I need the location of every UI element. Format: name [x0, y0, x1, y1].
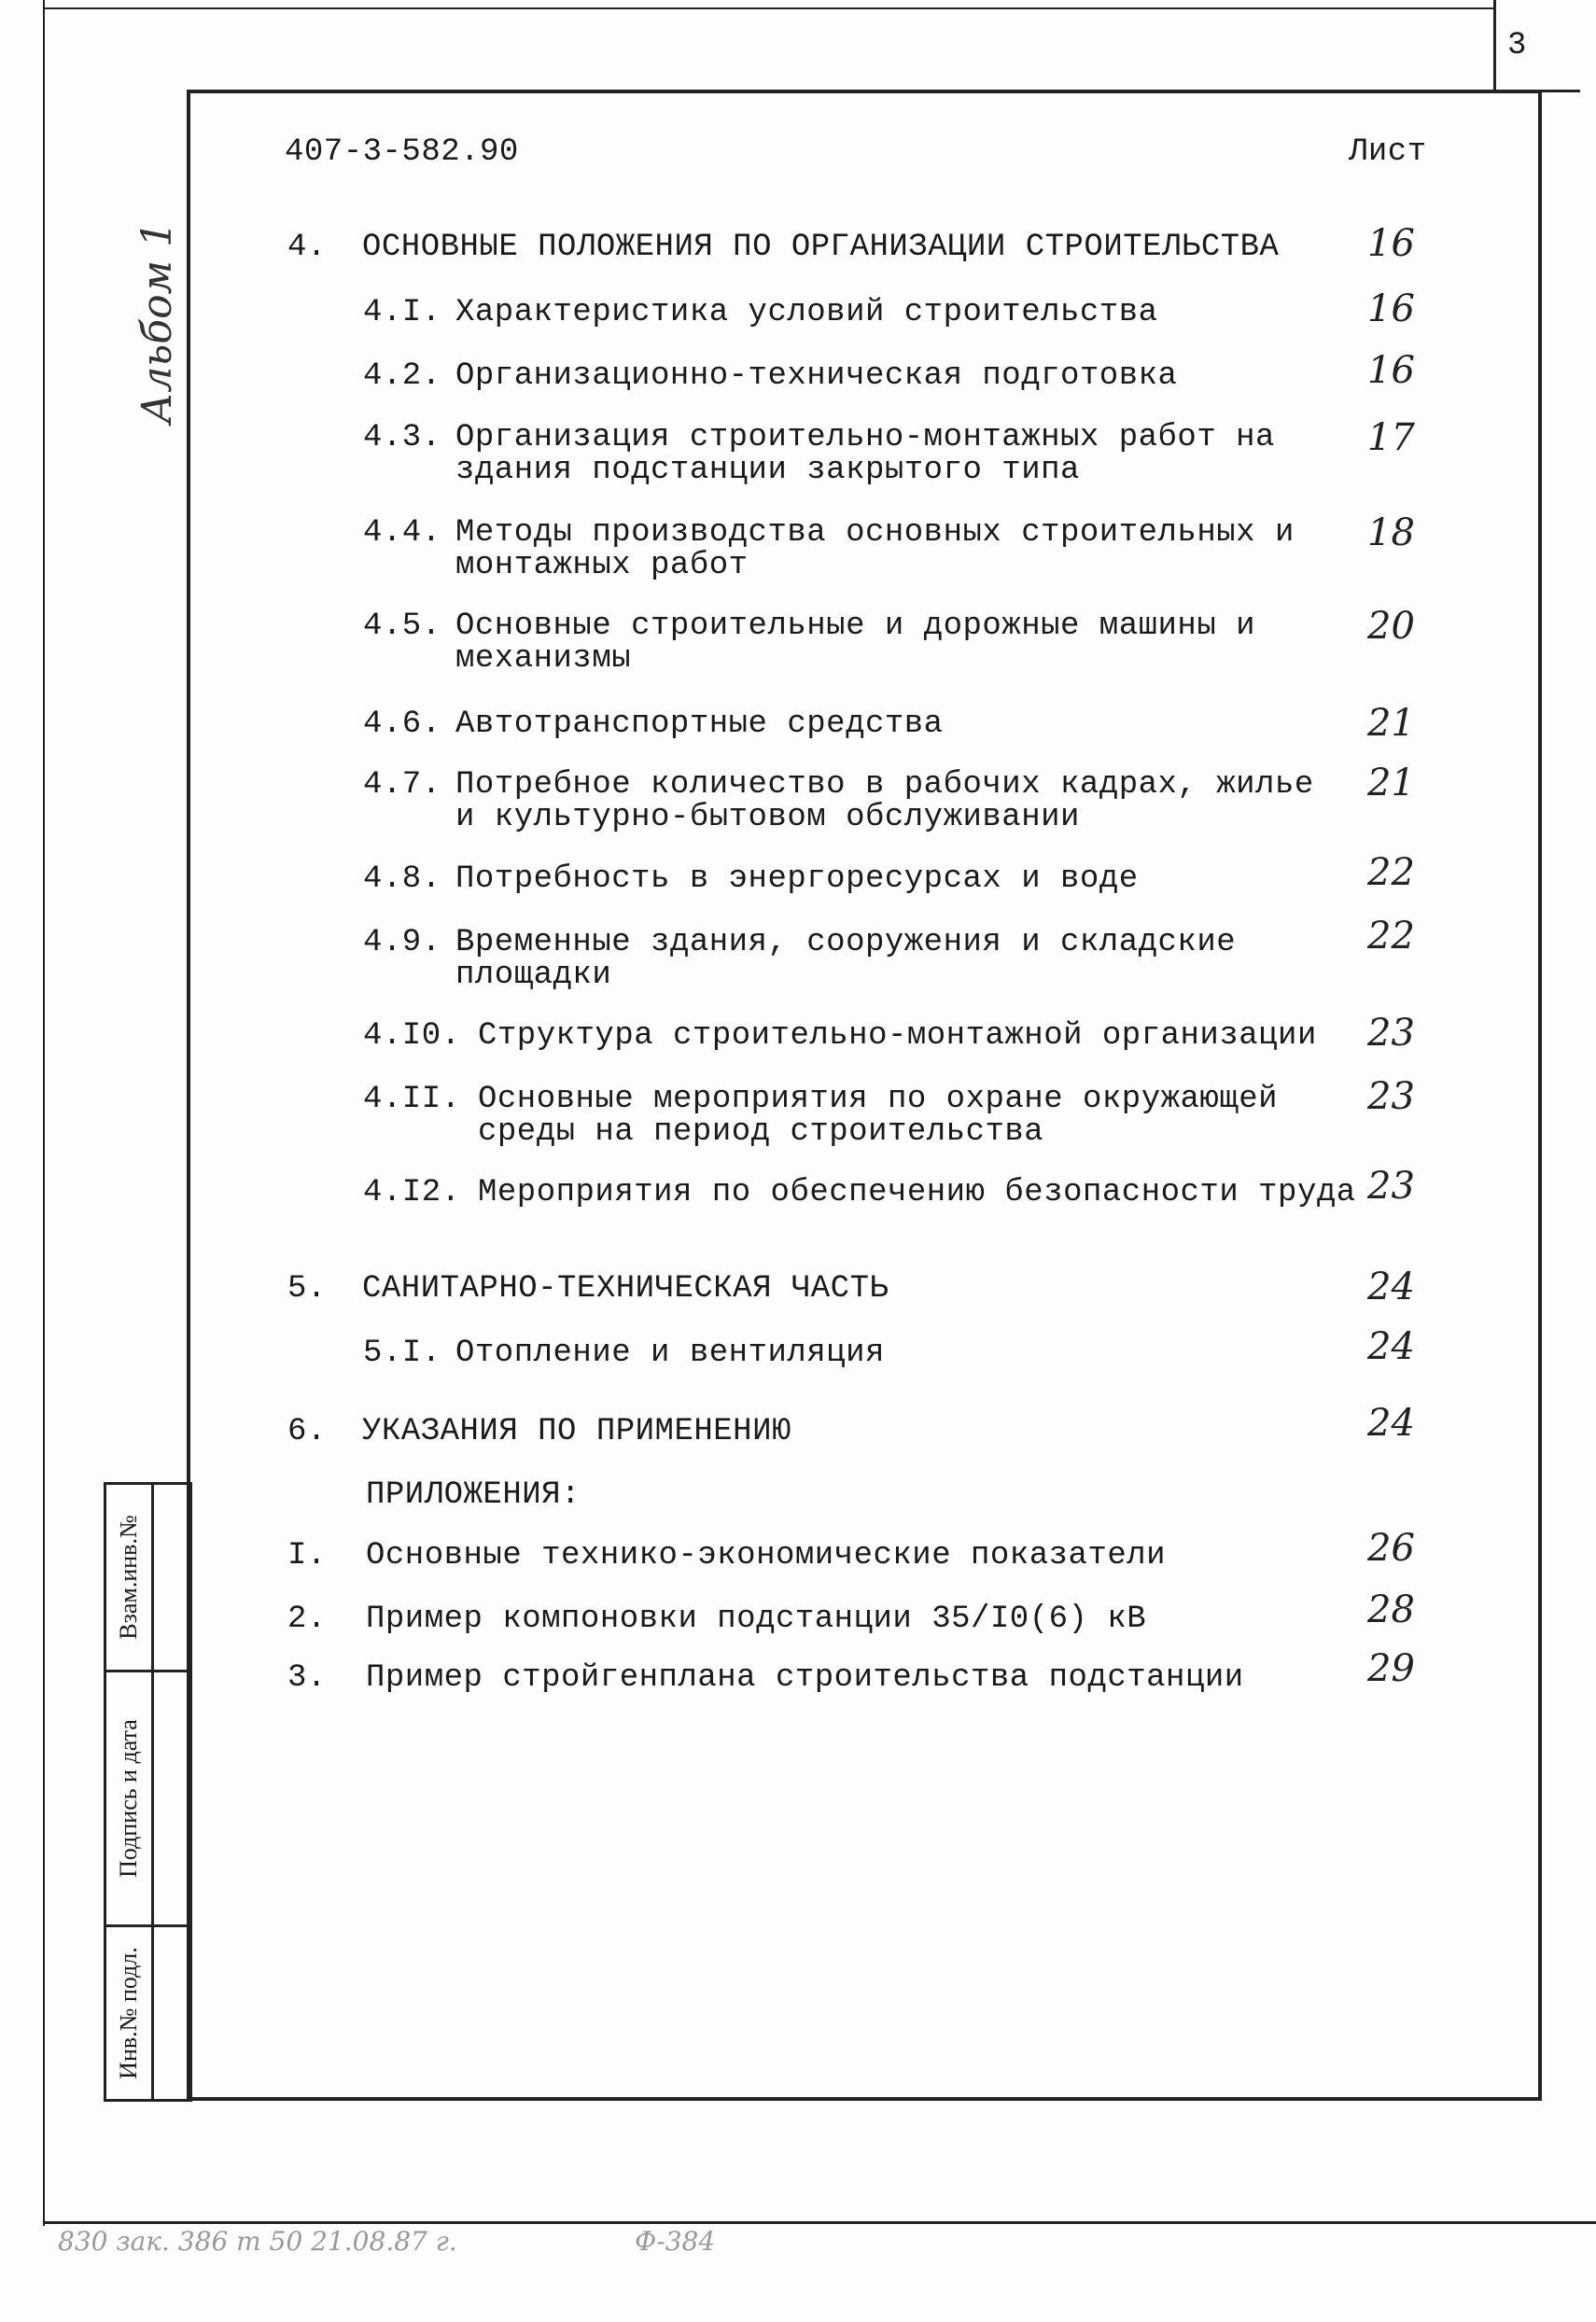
toc-title: Автотранспортные средства — [455, 706, 944, 742]
toc-title: Организация строительно-монтажных работ на здания подстанции закрытого типа — [455, 420, 1275, 488]
toc-page-number: 24 — [1367, 1402, 1415, 1445]
toc-number: 6. — [287, 1414, 327, 1449]
stamp-inv-original — [104, 1924, 192, 2102]
toc-page-number: 22 — [1367, 915, 1415, 958]
toc-page-number: 22 — [1367, 851, 1415, 894]
stamp-label: Взам.инв.№ — [115, 1515, 142, 1640]
toc-page-number: 23 — [1367, 1075, 1415, 1118]
toc-title: Пример компоновки подстанции 35/I0(6) кВ — [366, 1602, 1147, 1637]
toc-number: 4.7. — [363, 767, 441, 803]
toc-page-number: 21 — [1367, 702, 1415, 745]
toc-number: 4. — [287, 230, 327, 265]
toc-title: Мероприятия по обеспечению безопасности труда — [478, 1175, 1356, 1210]
toc-page-number: 17 — [1367, 416, 1415, 459]
toc-title: Организационно-техническая подготовка — [455, 358, 1178, 394]
toc-title: Временные здания, сооружения и складские площадки — [455, 925, 1237, 993]
appendix-heading: ПРИЛОЖЕНИЯ: — [366, 1477, 581, 1513]
sheet-number: 3 — [1507, 28, 1527, 63]
toc-number: 4.2. — [363, 358, 441, 394]
doc-code: 407-3-582.90 — [285, 134, 519, 170]
stamp-vzam-inv — [104, 1482, 192, 1672]
stamp-label: Подпись и дата — [115, 1719, 142, 1878]
toc-number: 4.II. — [363, 1082, 461, 1117]
toc-number: 4.5. — [363, 608, 441, 644]
toc-number: 5.I. — [363, 1336, 441, 1371]
toc-number: 4.6. — [363, 706, 441, 742]
toc-number: 5. — [287, 1271, 327, 1307]
toc-number: 4.3. — [363, 420, 441, 455]
toc-number: 4.I0. — [363, 1018, 461, 1054]
toc-title: ОСНОВНЫЕ ПОЛОЖЕНИЯ ПО ОРГАНИЗАЦИИ СТРОИТЕЛЬСТВА — [362, 230, 1280, 265]
toc-number: 4.8. — [363, 861, 441, 897]
toc-number: 4.4. — [363, 515, 441, 551]
album-label: Альбом 1 — [133, 220, 182, 425]
toc-page-number: 23 — [1367, 1165, 1415, 1208]
toc-number: 4.I. — [363, 295, 441, 330]
toc-number: 2. — [287, 1602, 327, 1637]
toc-page-number: 24 — [1367, 1325, 1415, 1368]
sheet-number-box — [1493, 0, 1580, 92]
toc-number: 3. — [287, 1660, 327, 1696]
outer-top-line — [43, 7, 1494, 9]
toc-number: 4.9. — [363, 925, 441, 960]
toc-title: Пример стройгенплана строительства подстанции — [366, 1660, 1244, 1696]
toc-title: Методы производства основных строительных и монтажных работ — [455, 515, 1295, 583]
toc-page-number: 21 — [1367, 762, 1415, 804]
toc-page-number: 16 — [1367, 222, 1415, 265]
toc-title: Основные технико-экономические показатели — [366, 1538, 1167, 1574]
toc-page-number: 28 — [1367, 1588, 1415, 1631]
footer-form-code: Ф-384 — [635, 2226, 716, 2257]
toc-page-number: 18 — [1367, 511, 1415, 554]
sheet-label: Лист — [1349, 134, 1427, 170]
toc-title: Основные строительные и дорожные машины и механизмы — [455, 608, 1256, 677]
toc-page-number: 29 — [1367, 1647, 1415, 1690]
toc-page-number: 20 — [1367, 605, 1415, 648]
outer-bottom-line — [43, 2221, 1596, 2224]
toc-title: Характеристика условий строительства — [455, 295, 1158, 330]
toc-number: I. — [287, 1538, 327, 1574]
toc-title: Потребность в энергоресурсах и воде — [455, 861, 1139, 897]
stamp-signature-date — [104, 1670, 192, 1927]
toc-page-number: 24 — [1367, 1266, 1415, 1308]
toc-title: УКАЗАНИЯ ПО ПРИМЕНЕНИЮ — [362, 1414, 791, 1449]
toc-title: Потребное количество в рабочих кадрах, жилье и культурно-бытовом обслуживании — [455, 767, 1314, 835]
toc-page-number: 16 — [1367, 349, 1415, 392]
outer-left-line — [43, 0, 45, 2226]
toc-number: 4.I2. — [363, 1175, 461, 1210]
toc-title: Основные мероприятия по охране окружающей среды на период строительства — [478, 1082, 1279, 1150]
toc-page-number: 16 — [1367, 287, 1415, 330]
footer-print-info: 830 зак. 386 т 50 21.08.87 г. — [58, 2226, 457, 2257]
toc-page-number: 26 — [1367, 1527, 1415, 1570]
toc-title: САНИТАРНО-ТЕХНИЧЕСКАЯ ЧАСТЬ — [362, 1271, 889, 1307]
toc-title: Отопление и вентиляция — [455, 1336, 885, 1371]
stamp-label: Инв.№ подл. — [115, 1947, 142, 2079]
toc-title: Структура строительно-монтажной организации — [478, 1018, 1317, 1054]
toc-page-number: 23 — [1367, 1012, 1415, 1055]
